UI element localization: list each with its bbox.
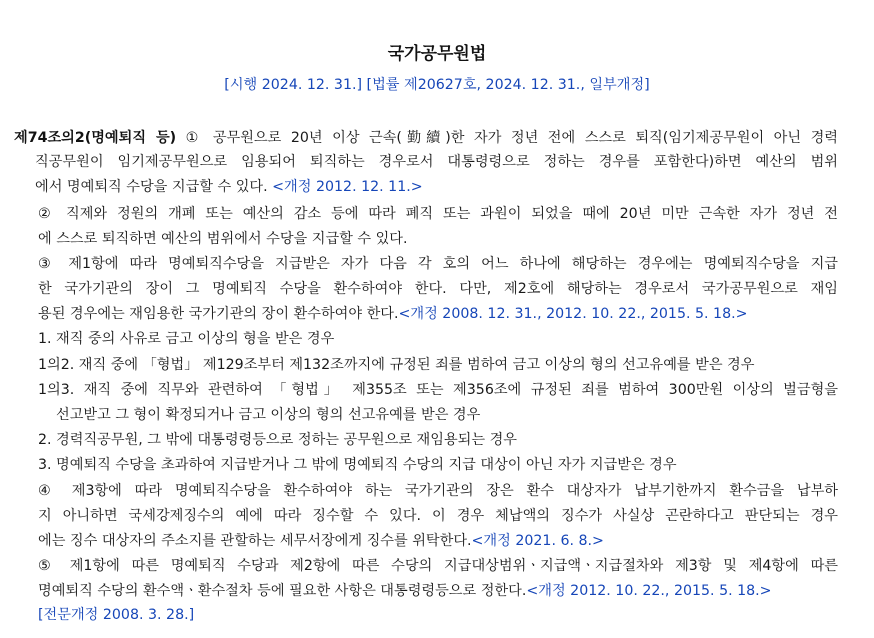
paragraph-1-text-3: 에서 명예퇴직 수당을 지급할 수 있다.: [35, 179, 268, 195]
amendment-note-5: <개정 2012. 10. 22., 2015. 5. 18.>: [526, 583, 772, 599]
paragraph-2-line-2: 에 스스로 퇴직하면 예산의 범위에서 수당을 지급할 수 있다.: [38, 231, 408, 247]
paragraph-5-line-1: ⑤ 제1항에 따른 명예퇴직 수당과 제2항에 따른 수당의 지급대상범위ㆍ지급액ㆍ지급절차와 제3항 및 제4항에 따른: [38, 558, 838, 574]
paragraph-3-line-2: 한 국가기관의 장이 그 명예퇴직 수당을 환수하여야 한다. 다만, 제2호에 해당하는 경우로서 국가공무원으로 재임: [38, 281, 838, 297]
paragraph-2-line-1: ② 직제와 정원의 개폐 또는 예산의 감소 등에 따라 폐직 또는 과원이 되었을 때에 20년 미만 근속한 자가 정년 전: [38, 206, 838, 222]
paragraph-4-text-3: 에는 징수 대상자의 주소지를 관할하는 세무서장에게 징수를 위탁한다.: [38, 533, 472, 549]
item-1-3-line-2: 선고받고 그 형이 확정되거나 금고 이상의 형의 선고유예를 받은 경우: [56, 407, 481, 423]
law-title: 국가공무원법: [387, 44, 487, 64]
paragraph-1-line-2: 직공무원이 임기제공무원으로 임용되어 퇴직하는 경우로서 대통령령으로 정하는 경우를 포함한다)하면 예산의 범위: [35, 154, 838, 170]
amendment-note-3: <개정 2008. 12. 31., 2012. 10. 22., 2015. 5. 18.>: [398, 306, 748, 322]
paragraph-4-line-1: ④ 제3항에 따라 명예퇴직수당을 환수하여야 하는 국가기관의 장은 환수 대상자가 납부기한까지 환수금을 납부하: [38, 483, 838, 499]
item-1: 1. 재직 중의 사유로 금고 이상의 형을 받은 경우: [38, 331, 335, 347]
paragraph-5-line-2: [38, 581, 772, 601]
paragraph-1-line-3: [35, 177, 423, 197]
enforcement-info: [시행 2024. 12. 31.] [법률 제20627호, 2024. 12. 31., 일부개정]: [224, 77, 650, 93]
item-1-3-line-1: 1의3. 재직 중에 직무와 관련하여 「형법」 제355조 또는 제356조에 규정된 죄를 범하여 300만원 이상의 벌금형을: [38, 382, 838, 398]
paragraph-3-line-3: [38, 304, 748, 324]
paragraph-5-text-2: 명예퇴직 수당의 환수액ㆍ환수절차 등에 필요한 사항은 대통령령등으로 정한다.: [38, 583, 527, 599]
full-revision-note: [전문개정 2008. 3. 28.]: [38, 607, 195, 623]
paragraph-3-text-3: 용된 경우에는 재임용한 국가기관의 장이 환수하여야 한다.: [38, 306, 399, 322]
item-1-2: 1의2. 재직 중에 「형법」 제129조부터 제132조까지에 규정된 죄를 범하여 금고 이상의 형의 선고유예를 받은 경우: [38, 357, 755, 373]
amendment-note-1: <개정 2012. 12. 11.>: [272, 179, 423, 195]
amendment-note-4: <개정 2021. 6. 8.>: [471, 533, 604, 549]
paragraph-1-line-1: [14, 128, 838, 148]
paragraph-3-line-1: ③ 제1항에 따라 명예퇴직수당을 지급받은 자가 다음 각 호의 어느 하나에 해당하는 경우에는 명예퇴직수당을 지급: [38, 256, 838, 272]
paragraph-4-line-2: 지 아니하면 국세강제징수의 예에 따라 징수할 수 있다. 이 경우 체납액의 징수가 사실상 곤란하다고 판단되는 경우: [38, 508, 838, 524]
item-3: 3. 명예퇴직 수당을 초과하여 지급받거나 그 밖에 명예퇴직 수당의 지급 대상이 아닌 자가 지급받은 경우: [38, 457, 677, 473]
paragraph-4-line-3: [38, 531, 604, 551]
paragraph-1-text-1: ① 공무원으로 20년 이상 근속(勤續)한 자가 정년 전에 스스로 퇴직(임기제공무원이 아닌 경력: [185, 130, 838, 146]
article-heading: 제74조의2(명예퇴직 등): [14, 130, 177, 146]
item-2: 2. 경력직공무원, 그 밖에 대통령령등으로 정하는 공무원으로 재임용되는 경우: [38, 432, 517, 448]
